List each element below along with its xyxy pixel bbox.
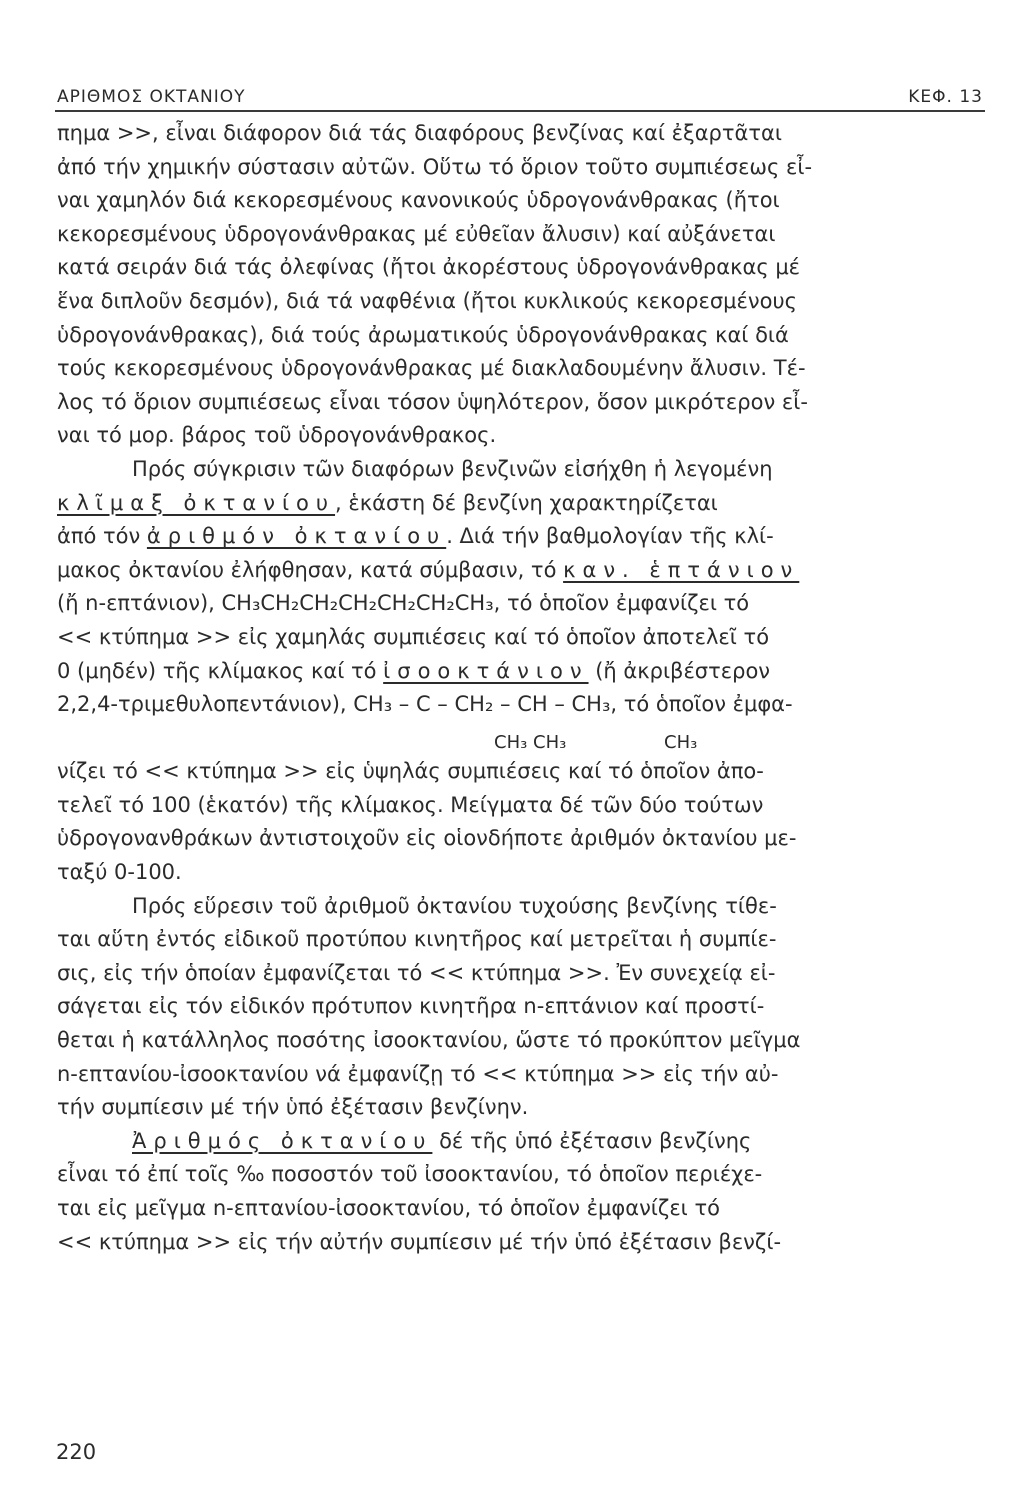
- text-line: ται αὕτη ἐντός εἰδικοῦ προτύπου κινητῆρος καί μετρεῖται ἡ συμπίε-: [57, 927, 777, 952]
- text-span: ἀπό τόν: [57, 524, 147, 549]
- text-line: ἀπό τήν χημικήν σύστασιν αὐτῶν. Οὕτω τό ὅριον τοῦτο συμπιέσεως εἶ-: [57, 154, 813, 179]
- term-octane-scale: κλῖμαξ ὀκτανίου: [57, 490, 336, 515]
- text-line: ναι χαμηλόν διά κεκορεσμένους κανονικούς ὑδρογονάνθρακας (ἤτοι: [57, 188, 780, 213]
- text-line: λος τό ὅριον συμπιέσεως εἶναι τόσον ὑψηλότερον, ὅσον μικρότερον εἶ-: [57, 389, 808, 414]
- chapter-label: ΚΕΦ. 13: [908, 87, 983, 107]
- text-line: θεται ἡ κατάλληλος ποσότης ἰσοοκτανίου, ὥστε τό προκύπτον μεῖγμα: [57, 1028, 801, 1053]
- text-line: ἕνα διπλοῦν δεσμόν), διά τά ναφθένια (ἤτοι κυκλικούς κεκορεσμένους: [57, 288, 797, 313]
- text-line: << κτύπημα >> εἰς τήν αὐτήν συμπίεσιν μέ τήν ὑπό ἐξέτασιν βενζί-: [57, 1229, 782, 1254]
- text-line: ταξύ 0-100.: [57, 860, 182, 885]
- text-span: μακος ὀκτανίου ἐλήφθησαν, κατά σύμβασιν, τό: [57, 557, 564, 582]
- text-line: τούς κεκορεσμένους ὑδρογονάνθρακας μέ διακλαδουμένην ἄλυσιν. Τέ-: [57, 356, 806, 381]
- formula-isooctane: CH₃ – C – CH₂ – CH – CH₃: [353, 692, 611, 717]
- text-line: σάγεται εἰς τόν εἰδικόν πρότυπον κινητῆρα n-επτάνιον καί προστί-: [57, 994, 765, 1019]
- text-line: [57, 487, 992, 521]
- header-title: ΑΡΙΘΜΟΣ ΟΚΤΑΝΙΟΥ: [57, 87, 246, 107]
- text-line: ὑδρογονανθράκων ἀντιστοιχοῦν εἰς οἱονδήποτε ἀριθμόν ὀκτανίου με-: [57, 826, 797, 851]
- running-header: [55, 80, 985, 112]
- text-line: Πρός εὕρεσιν τοῦ ἀριθμοῦ ὀκτανίου τυχούσης βενζίνης τίθε-: [132, 893, 777, 918]
- text-line: [57, 587, 992, 621]
- text-line: τήν συμπίεσιν μέ τήν ὑπό ἐξέτασιν βενζίνην.: [57, 1095, 529, 1120]
- term-isooctane: ἰσοοκτάνιον: [383, 658, 589, 683]
- text-span: . Διά τήν βαθμολογίαν τῆς κλί-: [446, 524, 774, 549]
- page-number: 220: [56, 1440, 97, 1464]
- text-span: 0 (μηδέν) τῆς κλίμακος καί τό: [57, 658, 384, 683]
- term-n-heptane: καν. ἑπτάνιον: [563, 557, 800, 582]
- text-line: [57, 1125, 992, 1159]
- text-line: ται εἰς μεῖγμα n-επτανίου-ἰσοοκτανίου, τό ὁποῖον ἐμφανίζει τό: [57, 1196, 720, 1220]
- text-span: 2,2,4-τριμεθυλοπεντάνιον),: [57, 692, 354, 717]
- text-line: [57, 520, 992, 554]
- text-span: , τό ὁποῖον ἐμφα-: [610, 692, 793, 717]
- text-line: πημα >>, εἶναι διάφορον διά τάς διαφόρους βενζίνας καί ἐξαρτᾶται: [57, 121, 782, 145]
- body-text: [57, 117, 992, 1259]
- text-line: [57, 655, 992, 689]
- text-span: (ἤ ἀκριβέστερον: [588, 658, 771, 683]
- text-span: , ἑκάστη δέ βενζίνη χαρακτηρίζεται: [335, 490, 718, 515]
- formula-branch-left: CH₃ CH₃: [494, 731, 567, 753]
- text-line: ναι τό μορ. βάρος τοῦ ὑδρογονάνθρακος.: [57, 423, 497, 448]
- term-octane-number-definition: Ἀριθμός ὀκτανίου: [132, 1128, 433, 1153]
- text-line: νίζει τό << κτύπημα >> εἰς ὑψηλάς συμπιέσεις καί τό ὁποῖον ἀπο-: [57, 759, 764, 784]
- text-span: δέ τῆς ὑπό ἐξέτασιν βενζίνης: [432, 1128, 752, 1153]
- text-line: << κτύπημα >> εἰς χαμηλάς συμπιέσεις καί τό ὁποῖον ἀποτελεῖ τό: [57, 624, 770, 649]
- formula-branch-right: CH₃: [664, 731, 698, 753]
- text-line: τελεῖ τό 100 (ἑκατόν) τῆς κλίμακος. Μείγματα δέ τῶν δύο τούτων: [57, 792, 764, 817]
- text-line: n-επτανίου-ἰσοοκτανίου νά ἐμφανίζῃ τό << κτύπημα >> εἰς τήν αὐ-: [57, 1061, 779, 1086]
- text-line: εἶναι τό ἐπί τοῖς ‰ ποσοστόν τοῦ ἰσοοκτανίου, τό ὁποῖον περιέχε-: [57, 1162, 763, 1187]
- term-octane-number: ἀριθμόν ὀκτανίου: [146, 524, 447, 549]
- text-line: Πρός σύγκρισιν τῶν διαφόρων βενζινῶν εἰσήχθη ἡ λεγομένη: [132, 456, 773, 481]
- text-line: [57, 554, 992, 588]
- text-line: [57, 688, 992, 722]
- text-span: (ἤ n-επτάνιον),: [57, 591, 222, 616]
- text-line: σις, εἰς τήν ὁποίαν ἐμφανίζεται τό << κτύπημα >>. Ἐν συνεχείᾳ εἰ-: [57, 960, 776, 985]
- formula-heptane: CH₃CH₂CH₂CH₂CH₂CH₂CH₃: [221, 591, 494, 616]
- text-line: ὑδρογονάνθρακας), διά τούς ἀρωματικούς ὑδρογονάνθρακας καί διά: [57, 322, 789, 347]
- formula-branches: [57, 722, 992, 756]
- text-span: , τό ὁποῖον ἐμφανίζει τό: [493, 591, 750, 616]
- text-line: κατά σειράν διά τάς ὀλεφίνας (ἤτοι ἀκορέστους ὑδρογονάνθρακας μέ: [57, 255, 801, 280]
- text-line: κεκορεσμένους ὑδρογονάνθρακας μέ εὐθεῖαν ἄλυσιν) καί αὐξάνεται: [57, 221, 776, 246]
